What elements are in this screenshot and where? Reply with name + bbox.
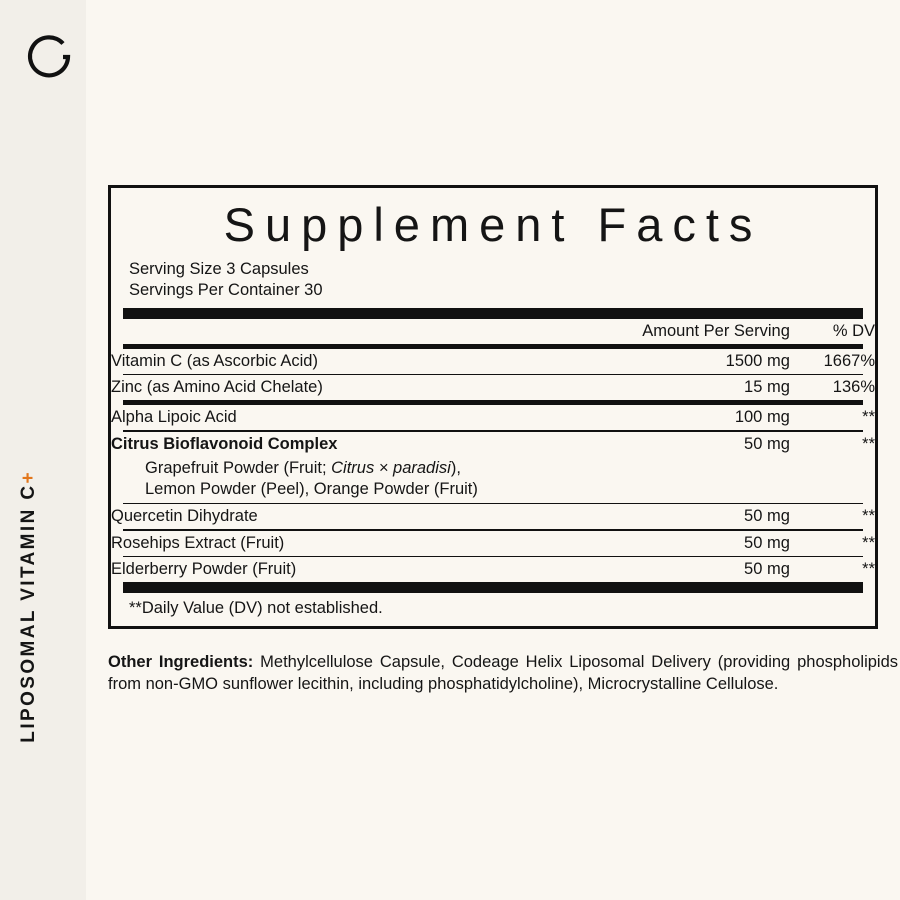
header-percent-dv: % DV — [832, 321, 875, 340]
serving-size: Serving Size 3 Capsules — [129, 260, 309, 279]
citrus-sub-italic: Citrus × paradisi — [331, 458, 451, 477]
table-row — [111, 504, 875, 529]
table-row — [111, 432, 875, 457]
row-amount: 1500 mg — [725, 351, 790, 370]
brand-logo — [22, 30, 76, 84]
row-name: Zinc (as Amino Acid Chelate) — [111, 378, 323, 397]
citrus-subingredient-line-2: Lemon Powder (Peel), Orange Powder (Fruit) — [145, 480, 478, 499]
row-dv: ** — [862, 408, 875, 427]
citrus-subingredients — [111, 457, 875, 503]
row-dv: 1667% — [823, 351, 875, 370]
row-name: Quercetin Dihydrate — [111, 507, 258, 526]
row-dv: ** — [862, 560, 875, 579]
table-row — [111, 557, 875, 582]
citrus-sub-pre: Grapefruit Powder (Fruit; — [145, 458, 332, 477]
nutrient-rows-group-3 — [111, 405, 875, 430]
supplement-facts-table — [111, 319, 875, 344]
serving-info — [111, 255, 875, 307]
row-name: Alpha Lipoic Acid — [111, 408, 237, 427]
daily-value-footnote: **Daily Value (DV) not established. — [129, 599, 383, 618]
circle-open-ring-icon — [22, 30, 76, 84]
label-panel — [86, 0, 900, 900]
row-name: Vitamin C (as Ascorbic Acid) — [111, 351, 318, 370]
table-row — [111, 405, 875, 430]
table-header-row — [111, 319, 875, 344]
supplement-facts-title: Supplement Facts — [223, 198, 763, 251]
row-dv: ** — [862, 533, 875, 552]
row-dv: 136% — [832, 378, 875, 397]
row-amount: 50 mg — [744, 434, 790, 453]
row-amount: 15 mg — [744, 378, 790, 397]
nutrient-rows-group-6 — [111, 531, 875, 556]
other-ingredients-label: Other Ingredients: — [108, 653, 254, 671]
row-amount: 50 mg — [744, 507, 790, 526]
citrus-subingredient-line-1 — [145, 458, 875, 479]
nutrient-rows-group-1 — [111, 349, 875, 374]
vertical-brand-label: LIPOSOMAL VITAMIN C — [18, 483, 39, 743]
header-name — [111, 319, 597, 344]
row-amount: 50 mg — [744, 560, 790, 579]
other-ingredients — [108, 652, 898, 696]
table-row — [111, 375, 875, 400]
vertical-brand-plus: + — [18, 470, 39, 484]
row-name: Rosehips Extract (Fruit) — [111, 533, 285, 552]
other-ingredients-text: Methylcellulose Capsule, Codeage Helix Liposomal Delivery (providing phospholipids from non-GMO sunflower lecithin, including phosphatidylcholine), Microcrystalline Cellulose. — [108, 653, 899, 693]
vertical-brand-text — [18, 470, 78, 890]
nutrient-rows-group-7 — [111, 557, 875, 582]
row-dv: ** — [862, 434, 875, 453]
table-row — [111, 531, 875, 556]
divider-thick-bottom — [123, 582, 863, 593]
row-name: Citrus Bioflavonoid Complex — [111, 434, 338, 453]
servings-per-container: Servings Per Container 30 — [129, 281, 323, 300]
table-row — [111, 349, 875, 374]
nutrient-rows-group-4 — [111, 432, 875, 457]
row-amount: 100 mg — [734, 408, 790, 427]
divider-thick-top — [123, 308, 863, 319]
supplement-facts-box — [108, 185, 878, 629]
row-amount: 50 mg — [744, 533, 790, 552]
header-amount-per-serving: Amount Per Serving — [642, 321, 790, 340]
nutrient-rows-group-2 — [111, 375, 875, 400]
row-dv: ** — [862, 507, 875, 526]
row-name: Elderberry Powder (Fruit) — [111, 560, 297, 579]
citrus-sub-post: ), — [450, 458, 461, 477]
nutrient-rows-group-5 — [111, 504, 875, 529]
